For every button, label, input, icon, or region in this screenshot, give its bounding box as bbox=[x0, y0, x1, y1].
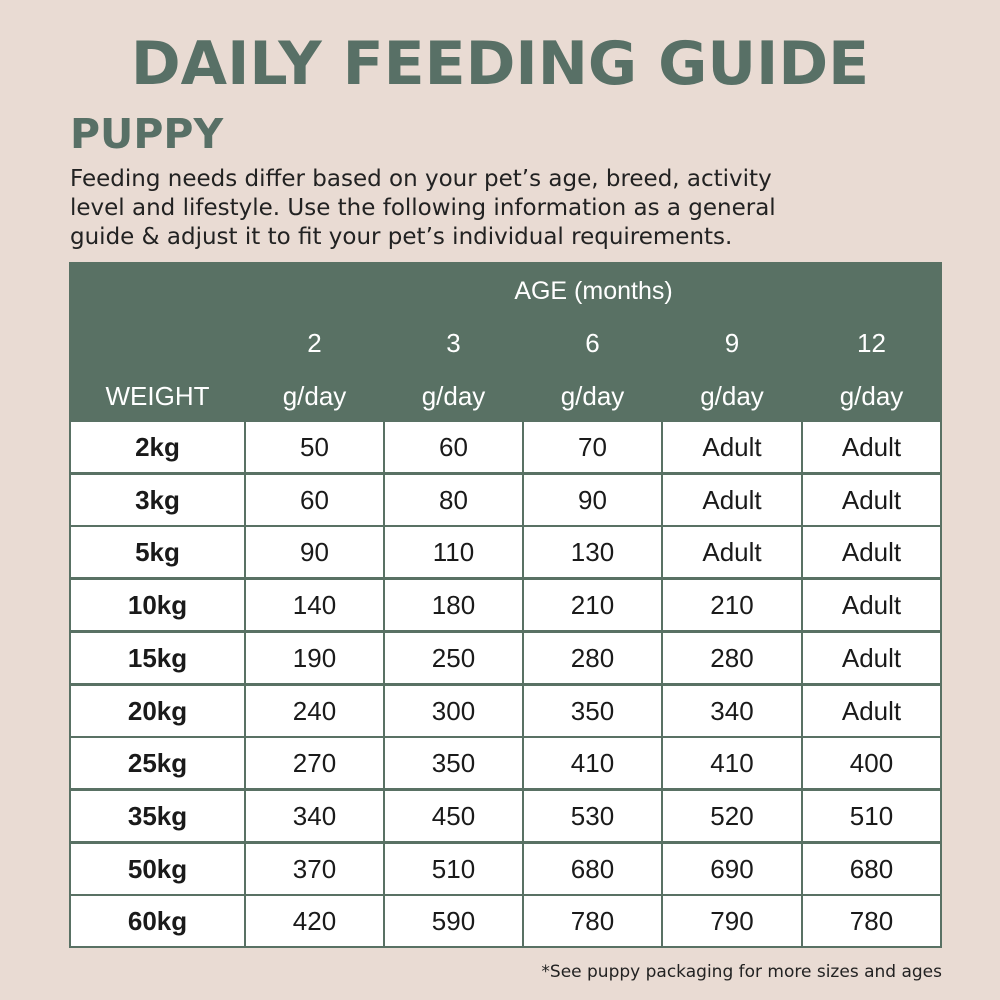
footnote: *See puppy packaging for more sizes and ages bbox=[541, 962, 942, 982]
amount-cell: Adult bbox=[663, 475, 801, 525]
age-column-header: 6 bbox=[585, 328, 600, 358]
amount-cell: 340 bbox=[663, 686, 801, 736]
amount-cell: 140 bbox=[246, 580, 383, 630]
amount-cell: 270 bbox=[246, 738, 383, 788]
amount-cell: 690 bbox=[663, 844, 801, 894]
amount-cell: 90 bbox=[246, 527, 383, 577]
amount-cell: 280 bbox=[663, 633, 801, 683]
page-title: DAILY FEEDING GUIDE bbox=[130, 29, 870, 99]
amount-cell: 780 bbox=[524, 896, 661, 946]
amount-cell: Adult bbox=[803, 580, 940, 630]
amount-cell: 110 bbox=[385, 527, 522, 577]
amount-cell: Adult bbox=[663, 527, 801, 577]
amount-cell: Adult bbox=[803, 686, 940, 736]
intro-line: level and lifestyle. Use the following information as a general bbox=[70, 195, 776, 221]
amount-cell: 780 bbox=[803, 896, 940, 946]
weight-cell: 25kg bbox=[71, 738, 244, 788]
amount-cell: 410 bbox=[663, 738, 801, 788]
amount-cell: 410 bbox=[524, 738, 661, 788]
weight-cell: 35kg bbox=[71, 791, 244, 841]
amount-cell: 210 bbox=[524, 580, 661, 630]
amount-cell: 180 bbox=[385, 580, 522, 630]
amount-cell: 70 bbox=[524, 422, 661, 472]
amount-cell: 240 bbox=[246, 686, 383, 736]
amount-cell: 370 bbox=[246, 844, 383, 894]
amount-cell: 60 bbox=[246, 475, 383, 525]
amount-cell: 130 bbox=[524, 527, 661, 577]
amount-cell: 50 bbox=[246, 422, 383, 472]
amount-cell: 680 bbox=[803, 844, 940, 894]
amount-cell: 340 bbox=[246, 791, 383, 841]
amount-cell: Adult bbox=[803, 527, 940, 577]
unit-column-header: g/day bbox=[282, 381, 347, 411]
unit-column-header: g/day bbox=[560, 381, 625, 411]
amount-cell: Adult bbox=[803, 475, 940, 525]
age-header: AGE (months) bbox=[514, 277, 673, 305]
weight-cell: 50kg bbox=[71, 844, 244, 894]
amount-cell: 530 bbox=[524, 791, 661, 841]
weight-cell: 10kg bbox=[71, 580, 244, 630]
amount-cell: Adult bbox=[803, 633, 940, 683]
amount-cell: 680 bbox=[524, 844, 661, 894]
amount-cell: 280 bbox=[524, 633, 661, 683]
weight-cell: 3kg bbox=[71, 475, 244, 525]
amount-cell: 90 bbox=[524, 475, 661, 525]
age-column-header: 12 bbox=[857, 328, 886, 358]
amount-cell: 250 bbox=[385, 633, 522, 683]
age-column-header: 9 bbox=[724, 328, 740, 358]
weight-cell: 20kg bbox=[71, 686, 244, 736]
amount-cell: 60 bbox=[385, 422, 522, 472]
unit-column-header: g/day bbox=[421, 381, 486, 411]
amount-cell: 790 bbox=[663, 896, 801, 946]
intro-line: guide & adjust it to fit your pet’s individual requirements. bbox=[70, 224, 733, 250]
amount-cell: Adult bbox=[803, 422, 940, 472]
amount-cell: 520 bbox=[663, 791, 801, 841]
intro-line: Feeding needs differ based on your pet’s age, breed, activity bbox=[70, 166, 772, 192]
weight-cell: 15kg bbox=[71, 633, 244, 683]
weight-cell: 2kg bbox=[71, 422, 244, 472]
intro-text bbox=[70, 165, 970, 252]
amount-cell: 420 bbox=[246, 896, 383, 946]
amount-cell: Adult bbox=[663, 422, 801, 472]
amount-cell: 350 bbox=[524, 686, 661, 736]
amount-cell: 510 bbox=[803, 791, 940, 841]
weight-header: WEIGHT bbox=[105, 381, 210, 411]
age-column-header: 2 bbox=[307, 328, 322, 358]
amount-cell: 400 bbox=[803, 738, 940, 788]
amount-cell: 190 bbox=[246, 633, 383, 683]
amount-cell: 590 bbox=[385, 896, 522, 946]
amount-cell: 510 bbox=[385, 844, 522, 894]
amount-cell: 450 bbox=[385, 791, 522, 841]
amount-cell: 350 bbox=[385, 738, 522, 788]
age-column-header: 3 bbox=[446, 328, 461, 358]
amount-cell: 300 bbox=[385, 686, 522, 736]
weight-cell: 5kg bbox=[71, 527, 244, 577]
amount-cell: 80 bbox=[385, 475, 522, 525]
weight-cell: 60kg bbox=[71, 896, 244, 946]
section-subtitle: PUPPY bbox=[70, 110, 224, 158]
amount-cell: 210 bbox=[663, 580, 801, 630]
unit-column-header: g/day bbox=[839, 381, 904, 411]
unit-column-header: g/day bbox=[700, 381, 764, 411]
